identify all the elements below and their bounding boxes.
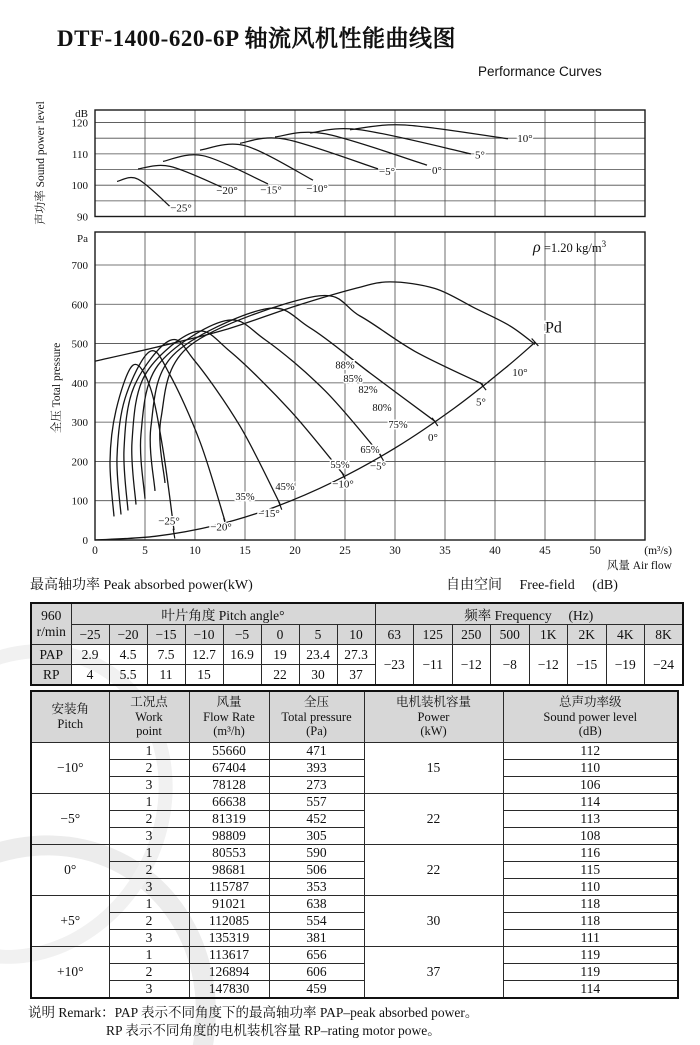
freq-value: −23 — [375, 645, 414, 686]
flow-rate-cell: 98681 — [189, 861, 269, 878]
pressure-curve-10° — [95, 282, 535, 361]
total-pressure-cell: 506 — [269, 861, 364, 878]
sound-power-cell: 111 — [503, 929, 678, 946]
contour-label: 35% — [235, 491, 255, 503]
work-point-cell: 2 — [109, 861, 189, 878]
column-header-5: 总声功率级 Sound power level (dB) — [503, 691, 678, 742]
pap-value: 7.5 — [147, 645, 185, 665]
curve-label: −15° — [260, 184, 282, 197]
caption-peak-power: 最高轴功率 Peak absorbed power(kW) — [30, 578, 253, 593]
pressure-curve-−15° — [124, 339, 280, 510]
x-tick-label: 5 — [142, 545, 148, 557]
work-point-cell: 2 — [109, 759, 189, 776]
sound-power-cell: 119 — [503, 946, 678, 963]
total-pressure-cell: 273 — [269, 776, 364, 793]
y-tick-label: 110 — [71, 148, 88, 161]
curve-label: −10° — [332, 478, 354, 491]
curve-label: −5° — [378, 165, 396, 178]
pitch-col-header: −20 — [109, 625, 147, 645]
freq-value: −19 — [606, 645, 645, 686]
contour-label: 82% — [358, 385, 378, 397]
work-point-cell: 1 — [109, 844, 189, 861]
y-tick-label: 90 — [77, 211, 88, 224]
work-point-cell: 3 — [109, 827, 189, 844]
pitch-col-header: −25 — [71, 625, 109, 645]
sound-curve-−10° — [200, 144, 313, 180]
pressure-curve-5° — [160, 295, 483, 483]
total-pressure-cell: 606 — [269, 963, 364, 980]
curve-label: −20° — [216, 184, 238, 197]
curve-label: 5° — [476, 396, 486, 409]
flow-rate-cell: 81319 — [189, 810, 269, 827]
y-axis-title: 全压 Total pressure — [51, 342, 63, 434]
contour-label: 88% — [335, 360, 355, 372]
total-pressure-cell: 590 — [269, 844, 364, 861]
contour-label: 65% — [360, 445, 380, 457]
power-cell: 30 — [364, 895, 503, 946]
column-header-3: 全压 Total pressure (Pa) — [269, 691, 364, 742]
contour-80% — [257, 287, 487, 442]
sound-power-cell: 119 — [503, 963, 678, 980]
flow-rate-cell: 147830 — [189, 980, 269, 998]
contour-label: 55% — [330, 460, 350, 472]
pitch-col-header: 10 — [337, 625, 375, 645]
curve-label: −25° — [170, 202, 192, 215]
curve-label: −15° — [258, 508, 280, 521]
freq-col-header: 63 — [375, 625, 414, 645]
total-pressure-cell: 459 — [269, 980, 364, 998]
sound-power-chart — [33, 101, 645, 225]
freq-value: −12 — [452, 645, 491, 686]
curve-label: 5° — [475, 149, 485, 162]
y-tick-label: 600 — [71, 299, 88, 312]
pap-value: 16.9 — [223, 645, 261, 665]
rp-value: 22 — [261, 665, 299, 686]
sound-power-cell: 108 — [503, 827, 678, 844]
remark-line-2: RP 表示不同角度的电机装机容量 RP–rating motor powe。 — [106, 1023, 441, 1038]
contour-label: 75% — [388, 420, 408, 432]
power-cell: 15 — [364, 742, 503, 793]
work-point-cell: 3 — [109, 929, 189, 946]
sound-power-cell: 112 — [503, 742, 678, 759]
density-annotation: ρ =1.20 $kg/m^3$ — [533, 239, 607, 256]
y-unit-label: dB — [75, 108, 88, 120]
total-pressure-cell: 393 — [269, 759, 364, 776]
rp-value: 37 — [337, 665, 375, 686]
x-tick-label: 15 — [239, 545, 251, 557]
table-row — [31, 878, 678, 895]
pitch-cell: +10° — [31, 946, 109, 998]
table-row — [31, 895, 678, 912]
efficiency-contours — [102, 158, 641, 571]
freq-col-header: 250 — [452, 625, 491, 645]
pd-label: Pd — [545, 319, 562, 337]
table-row — [31, 980, 678, 998]
flow-rate-cell: 98809 — [189, 827, 269, 844]
sound-power-cell: 106 — [503, 776, 678, 793]
table-row — [31, 776, 678, 793]
pap-value: 12.7 — [185, 645, 223, 665]
pitch-cell: 0° — [31, 844, 109, 895]
work-point-cell: 3 — [109, 980, 189, 998]
column-header-4: 电机装机容量 Power (kW) — [364, 691, 503, 742]
sound-power-cell: 114 — [503, 793, 678, 810]
x-tick-label: 10 — [189, 545, 201, 557]
pitch-col-header: 0 — [261, 625, 299, 645]
pitch-col-header: −15 — [147, 625, 185, 645]
total-pressure-cell: 554 — [269, 912, 364, 929]
column-header-1: 工况点 Work point — [109, 691, 189, 742]
work-point-cell: 3 — [109, 878, 189, 895]
table-row — [31, 827, 678, 844]
freq-value: −11 — [414, 645, 453, 686]
rp-value: 4 — [71, 665, 109, 686]
rpm-cell: 960 r/min — [31, 603, 71, 645]
table-row — [31, 861, 678, 878]
y-tick-label: 120 — [71, 117, 88, 130]
freq-value: −8 — [491, 645, 530, 686]
pressure-curve-−20° — [117, 351, 225, 521]
rp-value — [223, 665, 261, 686]
work-point-cell: 1 — [109, 742, 189, 759]
flow-rate-cell: 66638 — [189, 793, 269, 810]
sound-curve-5° — [310, 129, 471, 154]
total-pressure-cell: 638 — [269, 895, 364, 912]
freq-col-header: 1K — [529, 625, 568, 645]
contour-75% — [229, 266, 515, 464]
column-header-2: 风量 Flow Rate (m³/h) — [189, 691, 269, 742]
sound-power-cell: 110 — [503, 878, 678, 895]
caption-free-field: 自由空间 Free-field (dB) — [446, 578, 618, 593]
pitch-col-header: 5 — [299, 625, 337, 645]
performance-table — [30, 690, 679, 999]
table-row — [31, 929, 678, 946]
power-frequency-table — [30, 602, 684, 686]
sound-power-cell: 116 — [503, 844, 678, 861]
x-unit-label: (m³/s) — [644, 545, 672, 557]
total-pressure-cell: 471 — [269, 742, 364, 759]
contour-35% — [102, 158, 641, 571]
table-row — [31, 946, 678, 963]
pitch-col-header: −10 — [185, 625, 223, 645]
flow-rate-cell: 78128 — [189, 776, 269, 793]
rp-row-label: RP — [31, 665, 71, 686]
x-tick-label: 40 — [489, 545, 501, 557]
pap-value: 2.9 — [71, 645, 109, 665]
sound-curve-−20° — [138, 165, 223, 187]
curve-label: −5° — [369, 460, 387, 473]
curve-label: −20° — [210, 521, 232, 534]
flow-rate-cell: 112085 — [189, 912, 269, 929]
table-row — [31, 742, 678, 759]
pap-value: 27.3 — [337, 645, 375, 665]
total-pressure-cell: 656 — [269, 946, 364, 963]
remark — [28, 1004, 478, 1040]
pap-row-label: PAP — [31, 645, 71, 665]
total-pressure-cell: 381 — [269, 929, 364, 946]
pap-value: 4.5 — [109, 645, 147, 665]
power-cell: 22 — [364, 793, 503, 844]
freq-value: −12 — [529, 645, 568, 686]
sound-power-cell: 115 — [503, 861, 678, 878]
y-tick-label: 200 — [71, 456, 88, 469]
table-row — [31, 759, 678, 776]
flow-rate-cell: 113617 — [189, 946, 269, 963]
freq-value: −15 — [568, 645, 607, 686]
flow-rate-cell: 126894 — [189, 963, 269, 980]
work-point-cell: 2 — [109, 963, 189, 980]
freq-value: −24 — [645, 645, 684, 686]
y-tick-label: 100 — [71, 180, 88, 193]
work-point-cell: 1 — [109, 946, 189, 963]
remark-line-1: 说明 Remark：PAP 表示不同角度下的最高轴功率 PAP–peak absorbed power。 — [28, 1005, 479, 1020]
pressure-chart — [49, 158, 673, 572]
pitch-cell: +5° — [31, 895, 109, 946]
flow-rate-cell: 67404 — [189, 759, 269, 776]
x-tick-label: 0 — [92, 545, 98, 557]
freq-col-header: 2K — [568, 625, 607, 645]
rp-value: 30 — [299, 665, 337, 686]
sound-power-cell: 118 — [503, 912, 678, 929]
table-row — [31, 844, 678, 861]
freq-col-header: 4K — [606, 625, 645, 645]
curve-label: 0° — [428, 431, 438, 444]
page-title: DTF-1400-620-6P 轴流风机性能曲线图 — [57, 26, 457, 51]
total-pressure-cell: 353 — [269, 878, 364, 895]
y-tick-label: 400 — [71, 377, 88, 390]
table-row — [31, 963, 678, 980]
flow-rate-cell: 115787 — [189, 878, 269, 895]
freq-col-header: 500 — [491, 625, 530, 645]
y-axis-title: 声功率 Sound power level — [35, 101, 47, 225]
x-tick-label: 45 — [539, 545, 551, 557]
x-tick-label: 50 — [589, 545, 601, 557]
column-header-0: 安装角 Pitch — [31, 691, 109, 742]
curve-label: 10° — [512, 366, 528, 379]
rp-value: 15 — [185, 665, 223, 686]
x-tick-label: 30 — [389, 545, 401, 557]
x-tick-label: 25 — [339, 545, 351, 557]
pressure-curve-−10° — [132, 331, 344, 505]
y-unit-label: Pa — [77, 233, 88, 245]
pap-value: 23.4 — [299, 645, 337, 665]
curve-label: −25° — [158, 515, 180, 528]
sound-power-cell: 110 — [503, 759, 678, 776]
performance-table-area — [30, 690, 679, 999]
work-point-cell: 1 — [109, 895, 189, 912]
rp-value: 5.5 — [109, 665, 147, 686]
rp-value: 11 — [147, 665, 185, 686]
work-point-cell: 2 — [109, 912, 189, 929]
y-tick-label: 300 — [71, 417, 88, 430]
sound-power-cell: 113 — [503, 810, 678, 827]
x-axis-title: 风量 Air flow — [606, 560, 672, 572]
flow-rate-cell: 91021 — [189, 895, 269, 912]
contour-label: 85% — [343, 374, 363, 386]
work-point-cell: 2 — [109, 810, 189, 827]
power-frequency-table-area — [30, 602, 684, 686]
table-row — [31, 810, 678, 827]
work-point-cell: 1 — [109, 793, 189, 810]
y-tick-label: 100 — [71, 495, 88, 508]
table-row — [31, 912, 678, 929]
curve-label: 0° — [432, 164, 442, 177]
table-row — [31, 793, 678, 810]
power-cell: 22 — [364, 844, 503, 895]
pitch-angle-header: 叶片角度 Pitch angle° — [71, 603, 375, 625]
x-tick-label: 35 — [439, 545, 451, 557]
flow-rate-cell: 55660 — [189, 742, 269, 759]
y-tick-label: 700 — [71, 259, 88, 272]
sound-power-cell: 114 — [503, 980, 678, 998]
work-point-cell: 3 — [109, 776, 189, 793]
total-pressure-cell: 305 — [269, 827, 364, 844]
pap-value: 19 — [261, 645, 299, 665]
pitch-cell: −5° — [31, 793, 109, 844]
total-pressure-cell: 557 — [269, 793, 364, 810]
freq-col-header: 125 — [414, 625, 453, 645]
y-tick-label: 0 — [82, 535, 88, 547]
y-tick-label: 500 — [71, 338, 88, 351]
flow-rate-cell: 135319 — [189, 929, 269, 946]
subtitle: Performance Curves — [478, 64, 602, 79]
pitch-col-header: −5 — [223, 625, 261, 645]
curve-label: 10° — [517, 132, 533, 145]
freq-col-header: 8K — [645, 625, 684, 645]
total-pressure-cell: 452 — [269, 810, 364, 827]
contour-label: 45% — [275, 482, 295, 494]
power-cell: 37 — [364, 946, 503, 998]
sound-power-cell: 118 — [503, 895, 678, 912]
pitch-cell: −10° — [31, 742, 109, 793]
curve-label: −10° — [306, 183, 328, 196]
frequency-header: 频率 Frequency (Hz) — [375, 603, 683, 625]
x-tick-label: 20 — [289, 545, 301, 557]
flow-rate-cell: 80553 — [189, 844, 269, 861]
contour-label: 80% — [372, 403, 392, 415]
